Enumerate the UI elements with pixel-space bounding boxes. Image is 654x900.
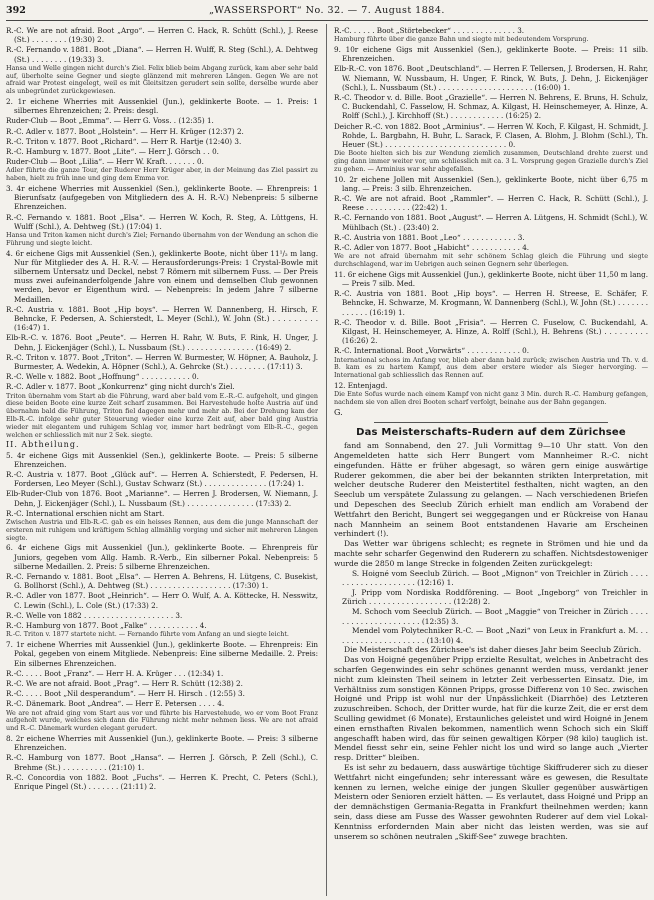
race-entry: R.-C. Fernando v. 1881. Boot „Elsa“. — Herren A. Behrens, H. Lütgens, C. Busekist, G. Bollhorst (Schl.), A. Dehtweg (St.) . . . . . . . . . . . . . . . . . . (17:30) 1. xyxy=(6,572,318,591)
article-paragraph: Das Wetter war übrigens schlecht; es regnete in Strömen und hie und da machte sehr scharfer Gegenwind den Ruderern zu schaffen. Nichtsdestoweniger wurde die 2850 m lange Strecke in folgenden Zeiten zurückgelegt: xyxy=(334,539,648,568)
race-entry: R.-C. Dänemark. Boot „Andrea“. — Herr E. Petersen . . . . 4. xyxy=(6,699,225,709)
race-entry: R.-C. Austria von 1881. Boot „Hip boys“. — Herren H. Streese, E. Schäfer, F. Behncke, H. Schwarze, M. Krogmann, W. Dannenberg (Schl.), W. John (St.) . . . . . . . . . . . . . (16:19) 1. xyxy=(334,289,648,317)
race-entry: R.-C. Fernando v. 1881. Boot „Diana“. — Herren H. Wulff, R. Steg (Schl.), A. Dehtweg (St.) . . . . . . . . (19:33) 3. xyxy=(6,45,318,64)
race-entry: Ruder-Club — Boot „Emma“. — Herr G. Voss. . (12:35) 1. xyxy=(6,116,214,126)
race-commentary: Hansa und Welle gingen nicht durch's Ziel. Felix blieb beim Abgang zurück, kam aber sehr bald auf, überholte seine Gegner und siegte glänzend mit mehreren Längen. Gegen We are not afraid war Protest eingelegt, weil es mit Gleitsitzen gerudert sein sollte, derselbe wurde aber als unbegründet zurückgewiesen. xyxy=(6,63,318,96)
race-entry: R.-C. Theodor v. d. Bille. Boot „Frisia“. — Herren C. Fuselow, C. Buckendahl, A. Kilgast, H. Heinschemeyer, A. Hinze, A. Rolff (Schl.), H. Behrens (St.) . . . . . . . . . (16:26) 2. xyxy=(334,317,648,346)
race-entry: Deicher R.-C. von 1882. Boot „Arminius“. — Herren W. Koch, F. Kilgast, H. Schmidt, J. Rohde, L. Bargbahn, H. Buhr, L. Sarack, F. Clasen, A. Blohm, J. Blohm (Schl.), Th. Heuer (St.) . . . . . . . . . . . . . . . . . . . . . . . . . . . 0. xyxy=(334,121,648,150)
race-result: M. Schoch vom Seeclub Zürich. — Boot „Maggie“ von Treicher in Zürich . . . . . . . . . . . . . . . . . . . . . (12:35) 3. xyxy=(342,607,648,626)
section-heading: II. Abtheilung. xyxy=(6,440,80,450)
race-entry: R.-C. Hamburg v. 1877. Boot „Lite“. — Herr J. Görsch . . 0. xyxy=(6,147,219,157)
race-entry: 7. 1r eichene Wherries mit Aussenkiel (Jun.), geklinkerte Boote. — Ehrenpreis: Ein Pokal, gegeben von einem Mitgliede. Nebenpreis: Eine silberne Medaille. 2. Preis: Ein silbernes Ehrenzeichen. xyxy=(6,640,318,668)
race-commentary: International schoss im Anfang vor, blieb aber dann bald zurück; zwischen Austria und Th. v. d. B. kam es zu hartem Kampf, aus dem aber erstere wieder als Sieger hervorging. — International gab schliesslich das Rennen auf. xyxy=(334,355,648,380)
column-divider xyxy=(326,24,327,896)
article-paragraph: Die Meisterschaft des Zürichsee's ist daher dieses Jahr beim Seeclub Zürich. xyxy=(344,645,642,655)
race-entry: R.-C. Welle v. 1882. Boot „Hoffnung“ . . . . . . . . . . . 0. xyxy=(6,372,199,382)
race-commentary: We are not afraid übernahm mit sehr schönem Schlag gleich die Führung und siegte durchschlagend, war im Uebrigen auch seinen Gegnern sehr überlegen. xyxy=(334,252,648,269)
race-entry: R.-C. . . . . . Boot „Störtebecker“ . . . . . . . . . . . . . . 3. xyxy=(334,26,525,35)
page-number: 392 xyxy=(6,5,26,16)
race-entry: 9. 10r eichene Gigs mit Aussenkiel (Sen.), geklinkerte Boote. — Preis: 11 silb. Ehrenzeichen. xyxy=(334,45,648,64)
race-entry: 11. 6r eichene Gigs mit Aussenkiel (Jun.), geklinkerte Boote, nicht über 11,50 m lang. — Preis 7 silb. Med. xyxy=(334,269,648,289)
race-commentary: Adler führte die ganze Tour, der Ruderer Herr Krüger aber, in der Meinung das Ziel passirt zu haben, hielt zu früh inne und ging dem Emma vor. xyxy=(6,166,318,183)
race-commentary: Hamburg führte über die ganze Bahn und siegte mit bedeutendem Vorsprung. xyxy=(334,35,589,44)
race-entry: R.-C. We are not afraid. Boot „Argo“. — Herren C. Hack, R. Schütt (Schl.), J. Reese (St.) . . . . . . . . (19:30) 2. xyxy=(6,26,318,45)
race-entry: R.-C. Theodor v. d. Bille. Boot „Grazielle“. — Herren N. Behrens, E. Bruns, H. Schulz, C. Buckendahl, C. Fasselow, H. Schmaz, A. Kilgast, H. Heinschemeyer, A. Hinze, A. Rolff (Schl.), J. Kirchhoff (St.) . . . . . . . . . . . . (16:25) 2. xyxy=(334,93,648,121)
race-entry: R.-C. Austria von 1881. Boot „Leo“ . . . . . . . . . . . . 3. xyxy=(334,232,525,242)
race-entry: R.-C. Fernando von 1881. Boot „August“. — Herren A. Lütgens, H. Schmidt (Schl.), W. Mühlbach (St.) . (23:40) 2. xyxy=(334,213,648,232)
race-entry: 4. 6r eichene Gigs mit Aussenkiel (Sen.), geklinkerte Boote, nicht über 11¹/₂ m lang. Nur für Mitglieder des A. H. R.-V. — Herausforderungs-Preis: 1 Crystal-Bowle mit silbernem Untersatz und Deckel, nebst 7 Römern mit silbernem Fuss. — Der Preis muss zwei aufeinanderfolgende Jahre von einem und demselben Club gewonnen werden, bevor er Eigenthum wird. — Nebenpreis: In jedem Jahre 7 silberne Medaillen. xyxy=(6,248,318,304)
race-result: J. Pripp vom Nordiska Roddförening. — Boot „Ingeborg“ von Treichler in Zürich . . . . . . . . . . . . . . . . . . (12:28) 2. xyxy=(342,587,648,607)
race-commentary: We are not afraid ging vom Start aus vor und führte bis Harvestehude, wo er vom Boot Franz aufgeholt wurde, welches sich dann die Führung nicht mehr nehmen liess. We are not afraid und R.-C. Dänemark wurden elegant gerudert. xyxy=(6,708,318,733)
race-commentary: Hansa und Triton kamen nicht durch's Ziel; Fernando übernahm von der Wendung an schon die Führung und siegte leicht. xyxy=(6,231,318,247)
race-entry: R.-C. . . . . Boot „Franz“. — Herr H. A. Krüger . . . (12:34) 1. xyxy=(6,668,224,678)
article-paragraph: Es ist sehr zu bedauern, dass auswärtige tüchtige Skiffruderer sich zu dieser Wettfahrt nicht eingefunden; sehr interessant wäre es gewesen, die Resultate kennen zu lernen, welche einige der jungen Skuller gegenüber auswärtigen Meistern oder Senioren erzielt hätten. — Es verlautet, dass Hoigné und Pripp an der demnächstigen Germania-Regatta in Frankfurt theilnehmen werden; kann sein, dass diese am Fusse des Wasser gewohnten Ruderer auf dem viel Lokal-Kenntniss erfordernden Main aber nicht das leisten werden, was sie auf unserem so schönen neutralen „Skiff-See“ zuwege brachten. xyxy=(334,762,648,841)
race-commentary: Zwischen Austria und Elb-R.-C. gab es ein heisses Rennen, aus dem die junge Mannschaft der ersteren mit ruhigem und kräftigem Schlag allmählig vorging und sicher mit mehreren Längen siegte. xyxy=(6,518,318,542)
race-entry: Elb-R.-C. von 1876. Boot „Deutschland“. — Herren F. Tellersen, J. Brodersen, H. Rahr, W. Niemann, W. Nussbaum, H. Unger, F. Rinck, W. Buts, J. Dehn, J. Eickenjäger (Schl.), L. Nussbaum (St.) . . . . . . . . . . . . . . . . . . . . . (16:00) 1. xyxy=(334,64,648,92)
race-commentary: Triton übernahm vom Start ab die Führung, ward aber bald vom E.-R.-C. aufgeholt, und gingen diese beiden Boote eine kurze Zeit scharf zusammen. Bei Harvestehude holte Austria auf und übernahm bald die Führung, Triton fiel dagegen mehr und mehr ab. Bei der Drehung kam der Elb-R.-C. infolge sehr guter Steuerung wieder eine kurze Zeit auf, aber bald ging Austria wieder mit elegantem und ruhigem Schlag vor, immer hart bedrängt vom Elb-R.-C., gegen welchen er schliesslich mit nur 2 Sek. siegte. xyxy=(6,391,318,439)
race-entry: 10. 2r eichene Jollen mit Aussenkiel (Sen.), geklinkerte Boote, nicht über 6,75 m lang. — Preis: 3 silb. Ehrenzeichen. xyxy=(334,174,648,193)
race-entry: 12. Entenjagd. xyxy=(334,381,388,391)
race-entry: R.-C. Austria v. 1881. Boot „Hip boys“. — Herren W. Dannenberg, H. Hirsch, F. Behncke, F. Pedersen, A. Schierstedt, L. Meyer (Schl.), W. John (St.) . . . . . . . . . (16:47) 1. xyxy=(6,304,318,333)
left-column xyxy=(6,26,318,896)
race-entry: R.-C. Triton v. 1877. Boot „Triton“. — Herren W. Burmester, W. Höpner, A. Bauholz, J. Burmester, A. Wedekin, A. Höpner (Schl.), A. Gehrcke (St.) . . . . . . . . (17:11) 3. xyxy=(6,352,318,372)
race-entry: R.-C. Adler v. 1877. Boot „Konkurrenz“ ging nicht durch's Ziel. xyxy=(6,382,235,392)
race-entry: R.-C. Concordia von 1882. Boot „Fuchs“. — Herren K. Precht, C. Peters (Schl.), Enrique Pingel (St.) . . . . . . . (21:11) 2. xyxy=(6,772,318,791)
author-signature: G. xyxy=(334,407,343,417)
race-entry: 2. 1r eichene Wherries mit Aussenkiel (Jun.), geklinkerte Boote. — 1. Preis: 1 silbernes Ehrenzeichen; 2. Preis: desgl. xyxy=(6,97,318,116)
article-paragraph: fand am Sonnabend, den 27. Juli Vormittag 9—10 Uhr statt. Von den Angemeldeten hatte sich Herr Bungert vom Mannheimer R.-C. nicht eingefunden. Hätte er früher abgesagt, so wären gern einige auswärtige Ruderer gekommen, die aber bei der bekannten strikten Interpretation, mit welcher deutsche Ruderer den Meistertitel festhalten, nicht wagten, an den Seeclub um verspätete Zulassung zu gelangen. — Nach verschiedenen Briefen und Depeschen des Seeclub Zürich erhielt man endlich am Vorabend der Wettfahrt den Bericht, Bungert sei weggegangen und er Rückreise von Hanau nach Mannheim an seinem Boot entstandenen Havarie am Erscheinen verhindert (!). xyxy=(334,441,648,539)
race-entry: Elb-Ruder-Club von 1876. Boot „Marianne“. — Herren J. Brodersen, W. Niemann, J. Dehn, J. Eickenjäger (Schl.), L. Nussbaum (St.) . . . . . . . . . . . . . . . (17:33) 2. xyxy=(6,489,318,508)
article-paragraph: Das von Hoigné gegenüber Pripp erzielte Resultat, welches in Anbetracht des scharfen Gegenwindes ein sehr schönes genannt werden muss, verdankt jener nicht zum kleinsten Theil seinem in letzter Zeit verbesserten Einsatz. Die, im Verhältniss zum sonstigen Können Pripps, grosse Differenz von 10 Sec. zwischen Hoigné und Pripp ist wohl nur der Unpässlichkeit (Diarrhöe) des Letzteren zuzuschreiben. Schoch, der Dritter wurde, hat für die kurze Zeit, die er erst dem Sculling gewidmet (6 Monate), Erstaunliches geleistet und wird Hoigné in Jenem einen ernsthaften Rivalen bekommen, namentlich wenn Schoch sich ein Skiff angeschafft haben wird, das für seinen gewaltigen Körper (98 kilo) tauglich ist. Mendel fiesst sehr ein, seine Fehler nicht los und wird so lange auch „Vierter resp. Dritter“ bleiben. xyxy=(334,655,648,763)
article-body xyxy=(334,441,648,841)
race-commentary: Die Boote hielten sich bis zur Wendung ziemlich zusammen, Deutschland drehte zuerst und ging dann immer weiter vor, um schliesslich mit ca. 3 L. Vorsprung gegen Grazielle durch's Ziel zu gehen. — Arminius war sehr abgefallen. xyxy=(334,149,648,173)
race-entry: R.-C. . . . . Boot „Nil desperandum“. — Herr H. Hirsch . (12:55) 3. xyxy=(6,689,245,699)
race-entry: R.-C. Triton v. 1877. Boot „Richard“. — Herr R. Hartje (12:40) 3. xyxy=(6,136,242,146)
race-entry: 5. 4r eichene Gigs mit Aussenkiel (Sen.), geklinkerte Boote. — Preis: 5 silberne Ehrenzeichen. xyxy=(6,450,318,469)
race-entry: R.-C. Hamburg von 1877. Boot „Falke“ . . . . . . . . . . . 4. xyxy=(6,621,207,631)
race-entry: 8. 2r eichene Wherries mit Aussenkiel (Jun.), geklinkerte Boote. — Preis: 3 silberne Ehrenzeichen. xyxy=(6,733,318,753)
race-entry: R.-C. Adler von 1877. Boot „Habicht“ . . . . . . . . . . . 4. xyxy=(334,243,530,253)
race-entry: R.-C. We are not afraid. Boot „Prag“. — Herr R. Schütt (12:38) 2. xyxy=(6,678,243,688)
race-entry: Elb-R.-C. v. 1876. Boot „Peute“. — Herren H. Rahr, W. Buts, F. Rink, H. Unger, J. Dehn, J. Eickenjäger (Schl.), L. Nussbaum (St.) . . . . . . . . . . . . . . . (16:49) 2. xyxy=(6,333,318,352)
race-entry: R.-C. International. Boot „Vorwärts“ . . . . . . . . . . . . 0. xyxy=(334,346,530,356)
page-header xyxy=(6,4,648,21)
masthead-title: „WASSERSPORT“ No. 32. — 7. August 1884. xyxy=(209,5,445,16)
race-entry: R.-C. International erschien nicht am Start. xyxy=(6,508,165,518)
race-entry: 6. 4r eichene Gigs mit Aussenkiel (Jun.), geklinkerte Boote. — Ehrenpreis für Juniors, gegeben vom Allg. Hamb. R.-Verb., Ein silberner Pokal. Nebenpreis: 5 silberne Medaillen. 2. Preis: 5 silberne Ehrenzeichen. xyxy=(6,543,318,571)
race-entry: R.-C. Hamburg von 1877. Boot „Hansa“. — Herren J. Görsch, P. Zell (Schl.), C. Brehme (St.) . . . . . . . . . . (21:10) 1. xyxy=(6,753,318,772)
separator-rule xyxy=(374,422,608,423)
race-entry: R.-C. Fernando v. 1881. Boot „Elsa“. — Herren W. Koch, R. Steg, A. Lüttgens, H. Wulff (Schl.), A. Dehtweg (St.) (17:04) 1. xyxy=(6,212,318,231)
race-result: Mendel vom Polytechniker R.-C. — Boot „Nazi“ von Leux in Frankfurt a. M. . . . . . . . . . . . . . . . . . . . . (13:10) 4. xyxy=(342,626,648,645)
race-commentary: R.-C. Triton v. 1877 startete nicht. — Fernando führte vom Anfang an und siegte leicht. xyxy=(6,630,289,639)
race-entry: Ruder-Club — Boot „Lilia“. — Herr W. Kraft. . . . . . . 0. xyxy=(6,157,204,167)
race-entry: R.-C. Adler von 1877. Boot „Heinrich“. — Herr O. Wulf, A. A. Köttecke, H. Nesswitz, C. Lewin (Schl.), L. Cole (St.) (17:33) 2. xyxy=(6,591,318,610)
race-commentary: Die Ente Sofus wurde nach einem Kampf von nicht ganz 3 Min. durch R.-C. Hamburg gefangen, nachdem sie von allen drei Booten scharf verfolgt, beinahe aus der Bahn gegangen. xyxy=(334,390,648,407)
race-entry: R.-C. Adler v. 1877. Boot „Holstein“. — Herr H. Krüger (12:37) 2. xyxy=(6,126,244,136)
race-entry: R.-C. Austria v. 1877. Boot „Glück auf“. — Herren A. Schierstedt, F. Pedersen, H. Fordersen, Leo Meyer (Schl.), Gustav Schwarz (St.) . . . . . . . . . . . . . . (17:24) 1. xyxy=(6,470,318,489)
article-headline: Das Meisterschafts-Rudern auf dem Zürichsee xyxy=(356,427,626,439)
right-column xyxy=(334,26,648,896)
race-entry: 3. 4r eichene Wherries mit Aussenkiel (Sen.), geklinkerte Boote. — Ehrenpreis: 1 Bierunfsatz (aufgegeben von Mitgliedern des A. H. R.-V.) Nebenpreis: 5 silberne Ehrenzeichen. xyxy=(6,184,318,212)
race-entry: R.-C. We are not afraid. Boot „Rammler“. — Herren C. Hack, R. Schütt (Schl.), J. Reese . . . . . . . . . . (22:42) 1. xyxy=(334,194,648,213)
race-result: S. Hoigné vom Seeclub Zürich. — Boot „Mignon“ von Treichler in Zürich . . . . . . . . . . . . . . . . . . . . (12:16) 1. xyxy=(342,568,648,588)
race-entry: R.-C. Welle von 1882 . . . . . . . . . . . . . . . . . . . . 3. xyxy=(6,610,183,620)
